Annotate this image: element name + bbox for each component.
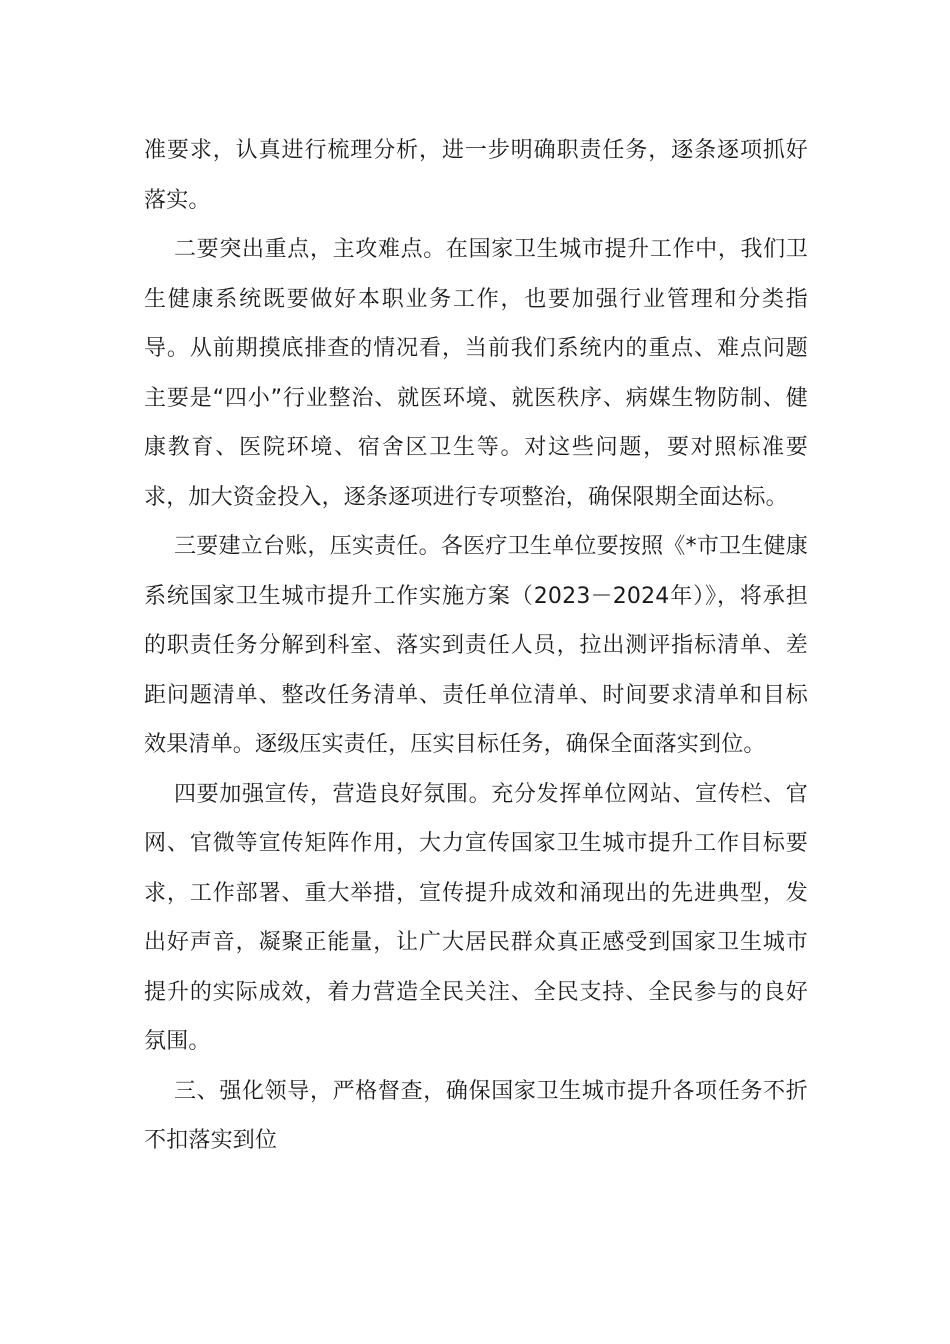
document-body (144, 126, 808, 1166)
paragraph-continuation: 准要求，认真进行梳理分析，进一步明确职责任务，逐条逐项抓好落实。 (144, 138, 808, 213)
paragraph-establish-ledger: 三要建立台账，压实责任。各医疗卫生单位要按照《*市卫生健康系统国家卫生城市提升工作实施方案（2023－2024年）》，将承担的职责任务分解到科室、落实到责任人员，拉出测评指标清单、差距问题清单、整改任务清单、责任单位清单、时间要求清单和目标效果清单。逐级压实责任，压实目标任务，确保全面落实到位。 (144, 534, 808, 757)
paragraph-focus-key-points: 二要突出重点，主攻难点。在国家卫生城市提升工作中，我们卫生健康系统既要做好本职业务工作，也要加强行业管理和分类指导。从前期摸底排查的情况看，当前我们系统内的重点、难点问题主要是“四小”行业整治、就医环境、就医秩序、病媒生物防制、健康教育、医院环境、宿舍区卫生等。对这些问题，要对照标准要求，加大资金投入，逐条逐项进行专项整治，确保限期全面达标。 (144, 237, 808, 510)
paragraph-strengthen-publicity: 四要加强宣传，营造良好氛围。充分发挥单位网站、宣传栏、官网、官微等宣传矩阵作用，大力宣传国家卫生城市提升工作目标要求，工作部署、重大举措，宣传提升成效和涌现出的先进典型，发出好声音，凝聚正能量，让广大居民群众真正感受到国家卫生城市提升的实际成效，着力营造全民关注、全民支持、全民参与的良好氛围。 (144, 781, 808, 1054)
section-heading-strengthen-leadership: 三、强化领导，严格督查，确保国家卫生城市提升各项任务不折不扣落实到位 (144, 1078, 808, 1153)
